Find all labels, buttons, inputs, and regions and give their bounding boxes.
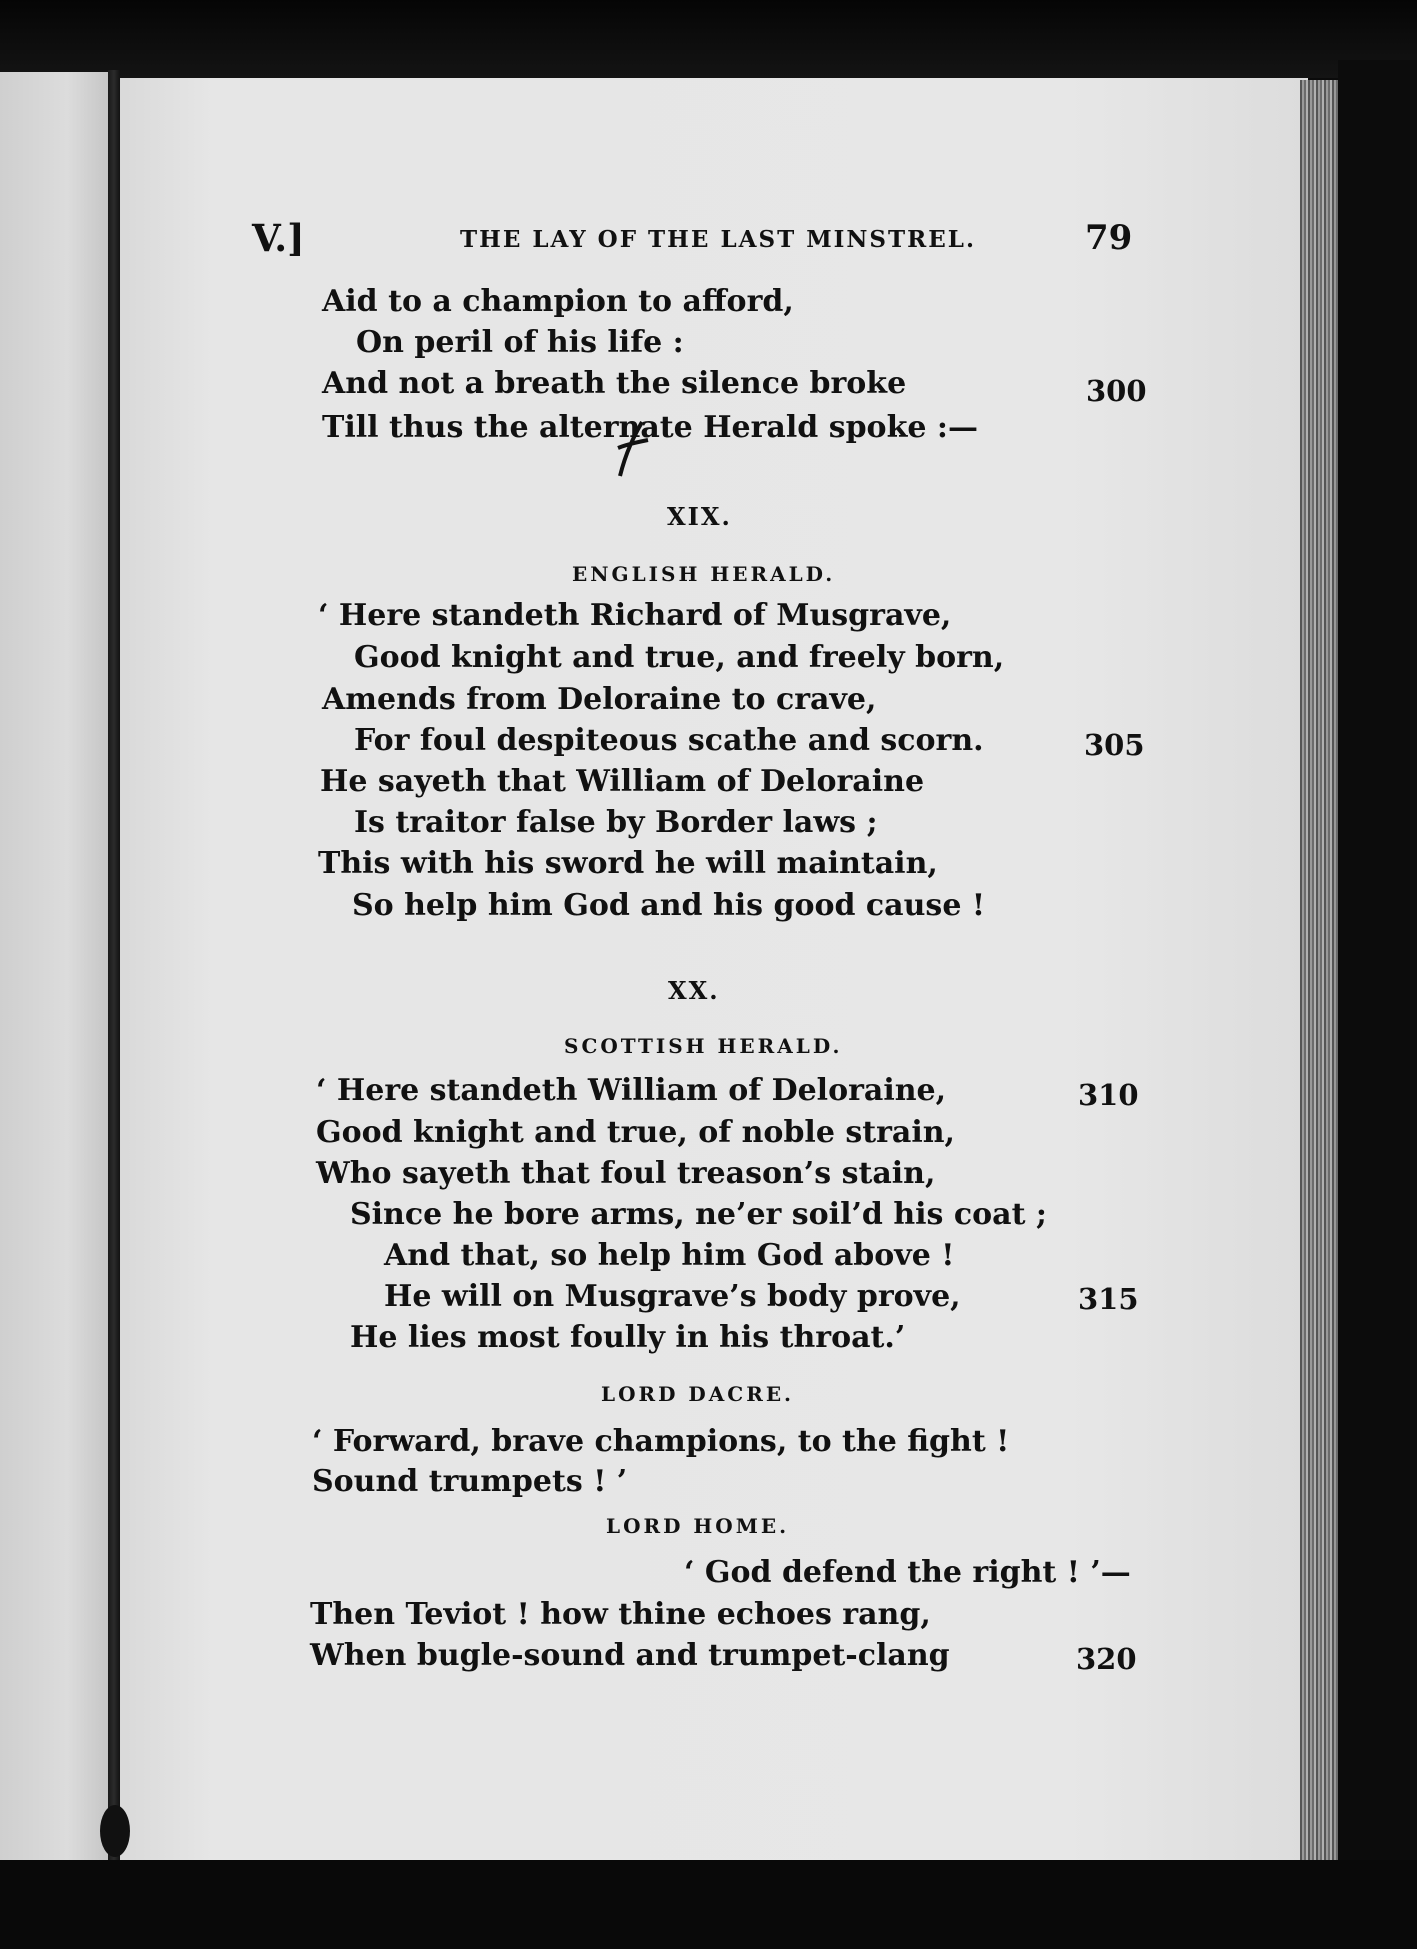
verse-line: Amends from Deloraine to crave, — [322, 682, 877, 717]
right-background — [1338, 60, 1417, 1949]
verse-line: Till thus the alternate Herald spoke :— — [322, 410, 978, 445]
stanza-number: XX. — [668, 976, 720, 1005]
bottom-background — [0, 1860, 1417, 1949]
left-page-edge — [0, 72, 112, 1862]
verse-line: And not a breath the silence broke — [322, 366, 907, 401]
verse-line: He will on Musgrave’s body prove, — [384, 1279, 961, 1314]
verse-line: Good knight and true, of noble strain, — [316, 1115, 955, 1150]
verse-line: Who sayeth that foul treason’s stain, — [316, 1156, 936, 1191]
verse-line: ‘ Forward, brave champions, to the fight ! — [312, 1424, 1010, 1459]
verse-line: Aid to a champion to afford, — [322, 284, 794, 319]
top-shadow — [0, 0, 1417, 78]
speaker-heading: ENGLISH HERALD. — [572, 562, 836, 586]
verse-line: So help him God and his good cause ! — [352, 888, 986, 923]
verse-line: He sayeth that William of Deloraine — [320, 764, 925, 799]
line-number: 310 — [1078, 1078, 1139, 1112]
verse-line: Since he bore arms, ne’er soil’d his coat ; — [350, 1197, 1047, 1232]
verse-line: When bugle-sound and trumpet-clang — [310, 1638, 950, 1673]
running-header — [0, 216, 1417, 266]
page-number: 79 — [1085, 218, 1133, 258]
speaker-heading: SCOTTISH HERALD. — [564, 1034, 843, 1058]
running-title: THE LAY OF THE LAST MINSTREL. — [460, 226, 976, 253]
verse-line: For foul despiteous scathe and scorn. — [354, 723, 984, 758]
verse-line: ‘ God defend the right ! ’— — [684, 1555, 1131, 1590]
line-number: 300 — [1086, 374, 1147, 408]
ink-blot — [100, 1805, 130, 1857]
verse-line: This with his sword he will maintain, — [318, 846, 938, 881]
page-stack-edge — [1300, 80, 1338, 1870]
book-gutter — [108, 70, 120, 1870]
verse-line: On peril of his life : — [356, 325, 684, 360]
verse-line: Good knight and true, and freely born, — [354, 640, 1005, 675]
verse-line: Sound trumpets ! ’ — [312, 1464, 628, 1499]
line-number: 315 — [1078, 1282, 1139, 1316]
verse-line: Then Teviot ! how thine echoes rang, — [310, 1597, 931, 1632]
canto-number: V.] — [252, 216, 305, 260]
line-number: 320 — [1076, 1642, 1137, 1676]
stanza-number: XIX. — [667, 502, 732, 531]
verse-line: ‘ Here standeth William of Deloraine, — [316, 1073, 947, 1108]
speaker-heading: LORD DACRE. — [601, 1382, 795, 1406]
verse-line: And that, so help him God above ! — [384, 1238, 955, 1273]
speaker-heading: LORD HOME. — [606, 1514, 790, 1538]
line-number: 305 — [1084, 728, 1145, 762]
verse-line: He lies most foully in his throat.’ — [350, 1320, 906, 1355]
verse-line: ‘ Here standeth Richard of Musgrave, — [318, 598, 952, 633]
handwritten-mark — [612, 418, 652, 484]
verse-line: Is traitor false by Border laws ; — [354, 805, 878, 840]
